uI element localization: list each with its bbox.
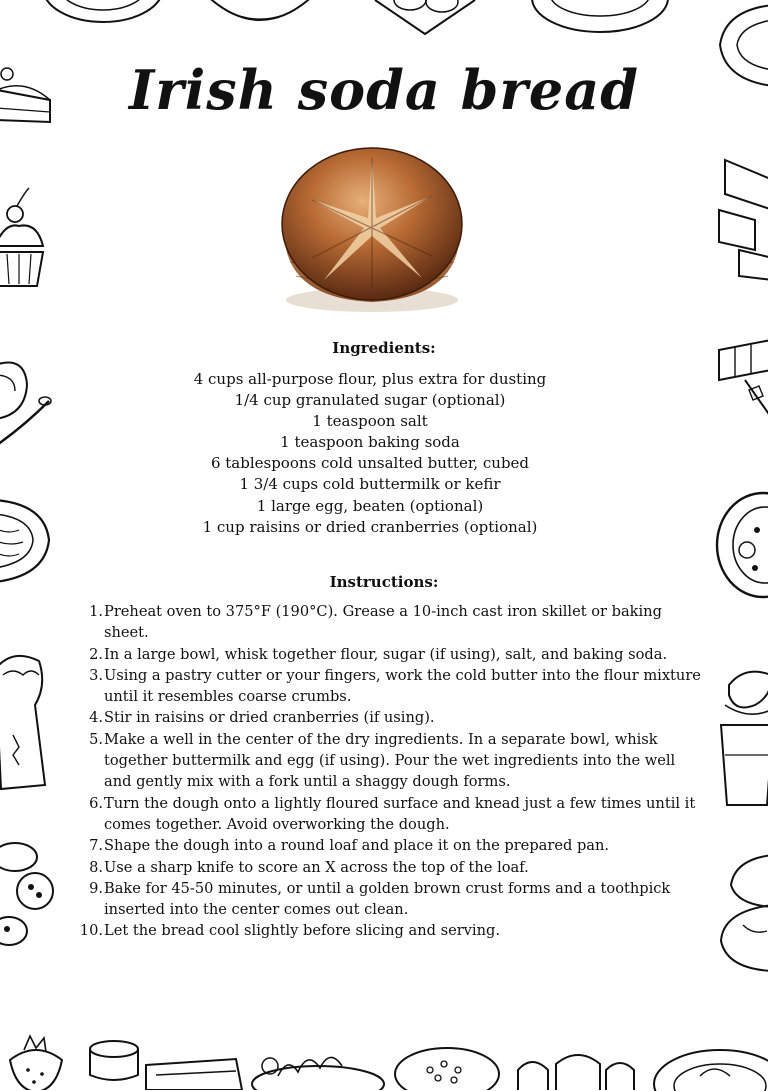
sketched-cheese-board-illustration <box>715 150 768 286</box>
sketched-food-bowl-illustration <box>195 0 325 38</box>
bread-loaf-illustration <box>272 138 472 318</box>
sketched-bread-rolls-illustration <box>715 845 768 975</box>
instruction-step <box>79 920 703 941</box>
step-number: 10. <box>79 922 103 940</box>
instruction-step <box>83 835 703 856</box>
step-text: Make a well in the center of the dry ingredients. In a separate bowl, whisk together buttermilk and egg (if using). Pour the wet ingredients into the well and gently mix with a fork until a shaggy dough forms. <box>104 730 676 791</box>
step-text: Let the bread cool slightly before slicing and serving. <box>104 922 500 940</box>
sketched-dumplings-illustration <box>370 0 480 36</box>
instruction-step <box>83 729 703 793</box>
step-number: 4. <box>89 709 103 727</box>
sketched-plate-illustration <box>38 0 168 30</box>
sketched-wrap-illustration <box>0 645 51 795</box>
step-number: 1. <box>89 603 103 620</box>
ingredient-item: 1 large egg, beaten (optional) <box>256 496 484 515</box>
step-text: Use a sharp knife to score an X across the top of the loaf. <box>104 858 529 876</box>
sketched-coffee-cup-illustration <box>0 345 55 455</box>
instructions-list <box>79 601 703 942</box>
step-number: 3. <box>89 666 103 684</box>
sketched-grain-bowl-illustration <box>392 1040 502 1090</box>
sketched-bowl-illustration <box>525 0 675 40</box>
step-text: Turn the dough onto a lightly floured surface and knead just a few times until it comes together. Avoid overworking the dough. <box>104 794 696 833</box>
step-number: 7. <box>89 837 103 855</box>
sketched-cake-illustration <box>86 1035 246 1090</box>
step-text: Preheat oven to 375°F (190°C). Grease a 10-inch cast iron skillet or baking sheet. <box>104 603 662 642</box>
step-text: Bake for 45-50 minutes, or until a golden brown crust forms and a toothpick inserted into the center comes out clean. <box>104 879 671 919</box>
page-title: Irish soda bread <box>129 58 639 122</box>
sketched-icecream-cup-illustration <box>715 665 768 815</box>
step-text: Shape the dough into a round loaf and place it on the prepared pan. <box>104 837 610 855</box>
step-number: 9. <box>89 879 103 897</box>
instruction-step <box>83 601 703 644</box>
sketched-sushi-illustration <box>0 835 57 955</box>
step-text: Stir in raisins or dried cranberries (if using). <box>104 709 435 727</box>
sketched-dessert-plate-illustration <box>248 1040 388 1090</box>
instruction-step <box>83 665 703 708</box>
instruction-step <box>83 707 703 728</box>
ingredient-item: 1 teaspoon baking soda <box>280 433 460 452</box>
ingredient-item: 1 3/4 cups cold buttermilk or kefir <box>239 475 501 494</box>
step-number: 2. <box>89 645 103 663</box>
ingredient-item: 6 tablespoons cold unsalted butter, cubed <box>210 454 530 473</box>
sketched-cupcake-illustration <box>0 186 50 292</box>
instruction-step <box>83 644 703 665</box>
step-text: Using a pastry cutter or your fingers, work the cold butter into the flour mixture until it resembles coarse crumbs. <box>104 666 701 706</box>
sketched-muffins-illustration <box>508 1040 638 1090</box>
sketched-pastry-plate-illustration <box>650 1036 768 1091</box>
instructions-heading: Instructions: <box>329 573 439 591</box>
instruction-step <box>83 878 703 921</box>
instruction-step <box>83 793 703 836</box>
step-text: In a large bowl, whisk together flour, sugar (if using), salt, and baking soda. <box>104 645 668 663</box>
ingredient-item: 1 cup raisins or dried cranberries (optional) <box>202 517 538 536</box>
ingredients-list <box>100 369 640 538</box>
ingredients-heading: Ingredients: <box>332 339 436 357</box>
step-number: 6. <box>89 794 103 812</box>
ingredient-item: 1 teaspoon salt <box>312 412 428 431</box>
step-number: 5. <box>89 730 103 748</box>
ingredient-item: 4 cups all-purpose flour, plus extra for dusting <box>193 370 547 388</box>
sketched-strawberry-illustration <box>0 1030 76 1090</box>
ingredient-item: 1/4 cup granulated sugar (optional) <box>234 391 506 410</box>
step-number: 8. <box>89 858 103 876</box>
instruction-step <box>83 857 703 878</box>
